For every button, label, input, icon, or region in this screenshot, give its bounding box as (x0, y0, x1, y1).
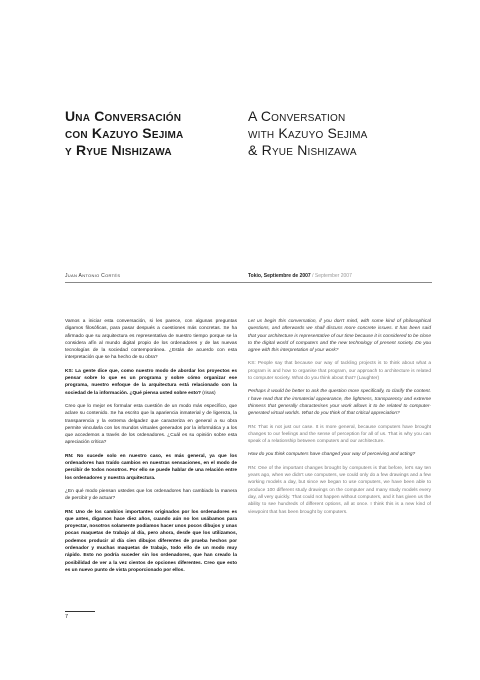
date-line (248, 273, 352, 280)
header-rule-left (65, 282, 248, 283)
english-paragraph-5: RN: One of the important changes brought by computers is that before, let's say ten years ago, when we didn't use computers, we could only do a few drawings and a few working models a day, but since we began to use computers, we have been able to produce 100 different study drawings on the computer and many study models every day, all very quickly. That could not happen without computers, and it has given us the ability to see hundreds of different options, all at once. I think this is a new kind of viewpoint that has been brought by computers. (248, 465, 431, 515)
author-name: Juan Antonio Cortés (65, 273, 121, 279)
title-english: A Conversation with Kazuyo Sejima & Ryue Nishizawa (248, 108, 368, 158)
date-separator: / (310, 273, 315, 279)
date-english: September 2007 (314, 273, 352, 279)
spanish-column (65, 318, 237, 608)
header-rule-right (248, 282, 432, 283)
footer-rule (65, 611, 95, 612)
english-paragraph-4: How do you think computers have changed your way of perceiving and acting? (248, 452, 416, 458)
title-spanish: Una Conversación con Kazuyo Sejima y Ryue Nishizawa (65, 108, 184, 158)
english-paragraph-1: KS: People say that because our way of tackling projects is to think about what a program is and how to organise that program, our approach to architecture is related to computer society. What do you think about that? (Laughter) (248, 361, 431, 382)
date-spanish: Tokio, Septiembre de 2007 (248, 273, 311, 279)
spanish-paragraph-suffix-1: (risas) (200, 390, 216, 396)
english-paragraph-3: RN: That is not just our case. It is more general, because computers have brought changes to our feelings and the sense of perception for all of us. That is why you can speak of a relationship between computers and our architecture. (248, 424, 431, 445)
spanish-paragraph-3: RN: No sucede solo en nuestro caso, es más general, ya que los ordenadores han traído cambios en nuestras sensaciones, en el modo de percibir de todos nosotros. Por ello se puede hablar de una relación entre los ordenadores y nuestra arquitectura. (65, 453, 237, 481)
english-column (248, 318, 431, 608)
english-paragraph-0: Let us begin this conversation, if you don't mind, with some kind of philosophical questions, and afterwards we shall discuss more concrete issues. It has been said that your architecture is representative of our time because it is considered to be close to the digital world of computers and the new technology of present society. Do you agree with this interpretation of your work? (248, 319, 431, 354)
spanish-paragraph-4: ¿En qué modo piensan ustedes que los ordenadores han cambiado la manera de percibir y de actuar? (65, 488, 237, 502)
spanish-paragraph-0: Vamos a iniciar esta conversación, si les parece, con algunas preguntas digamos filosóficas, para pasar después a cuestiones más concretas. Se ha afirmado que su arquitectura es representativa de nuestro tiempo porque se la considera afín al mundo digital propio de los ordenadores y de las nuevas tecnologías de la sociedad contemporánea. ¿Están de acuerdo con esta interpretación que se ha hecho de su obra? (65, 319, 237, 361)
spanish-paragraph-5: RN: Uno de los cambios importantes originados por los ordenadores es que antes, digamos hace diez años, cuando aún no los usábamos para proyectar, nosotros solamente podíamos hacer unos pocos dibujos y unas pocas maquetas de trabajo al día, pero ahora, desde que los utilizamos, podemos producir al día cien dibujos diferentes de prueba hechos por ordenador y muchas maquetas de trabajo, todo ello de un modo muy rápido. Esto no podría suceder sin los ordenadores, que han creado la posibilidad de ver a la vez cientos de opciones diferentes. Creo que esto es un nuevo punto de vista proporcionado por ellos. (65, 509, 237, 573)
english-paragraph-2: Perhaps it would be better to ask the question more specifically, to clarify the content. I have read that the immaterial appearance, the lightness, transparency and extreme thinness that generally characterises your work allows it to be related to computer-generated virtual worlds. What do you think of that critical appreciation? (248, 389, 431, 417)
spanish-paragraph-2: Creo que lo mejor es formular esta cuestión de un modo más específico, que aclare su contenido. Se ha escrito que la apariencia inmaterial y de ligereza, la transparencia y la extrema delgadez que caracteriza en general a su obra permite vincularla con los mundos virtuales generados por la informática y a los que accedemos a través de los ordenadores. ¿Cuál es su opinión sobre esta apreciación crítica? (65, 403, 237, 446)
page-number: 7 (65, 614, 69, 620)
spanish-paragraph-1: KS: La gente dice que, como nuestro modo de abordar los proyectos es pensar sobre lo que es un programa y sobre cómo organizar ese programa, nuestro enfoque de la arquitectura está relacionado con la sociedad de la información. ¿Qué piensa usted sobre esto? (risas) (65, 368, 237, 396)
